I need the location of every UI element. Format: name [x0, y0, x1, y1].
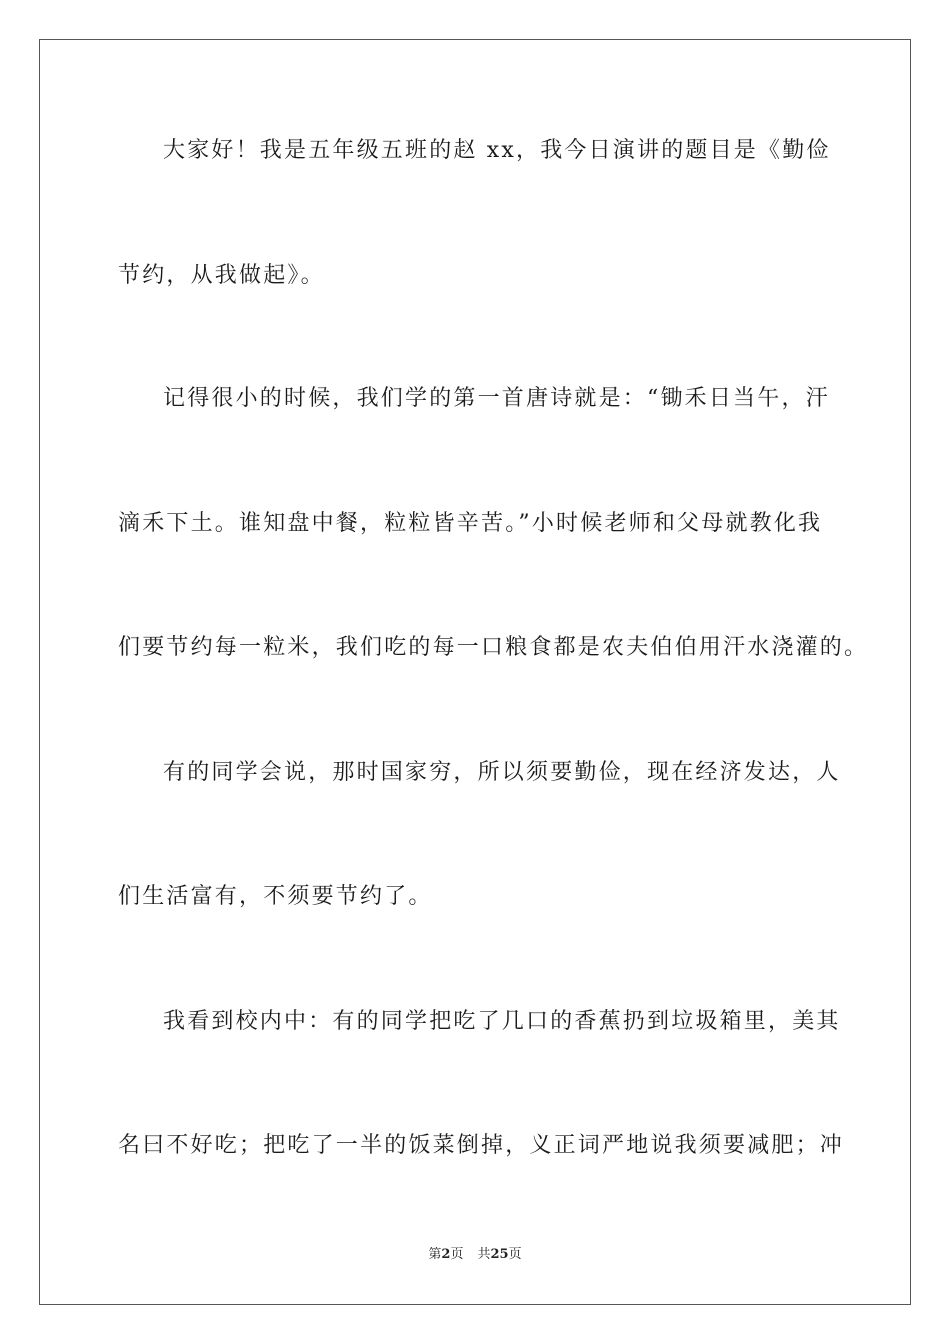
paragraph-1-line-2: 节约，从我做起》。: [118, 263, 325, 288]
paragraph-3-line-1: 有的同学会说，那时国家穷，所以须要勤俭，现在经济发达，人: [163, 760, 841, 785]
paragraph-2-line-3: 们要节约每一粒米，我们吃的每一口粮食都是农夫伯伯用汗水浇灌的。: [118, 635, 869, 660]
paragraph-3-line-2: 们生活富有，不须要节约了。: [118, 884, 433, 909]
total-prefix: 共: [477, 1247, 491, 1262]
page-prefix: 第: [428, 1247, 442, 1262]
page-footer: [0, 1247, 950, 1263]
paragraph-4-line-2: 名曰不好吃；把吃了一半的饭菜倒掉，义正词严地说我须要减肥；冲: [118, 1133, 845, 1158]
paragraph-1-line-1: 大家好！我是五年级五班的赵 xx，我今日演讲的题目是《勤俭: [163, 138, 831, 163]
paragraph-2-line-2: 滴禾下土。谁知盘中餐，粒粒皆辛苦。”小时候老师和父母就教化我: [118, 511, 823, 536]
page-frame: [39, 39, 911, 1305]
page-number: 2: [441, 1247, 451, 1262]
total-suffix: 页: [508, 1247, 522, 1262]
paragraph-2-line-1: 记得很小的时候，我们学的第一首唐诗就是：“锄禾日当午，汗: [163, 386, 830, 411]
paragraph-4-line-1: 我看到校内中：有的同学把吃了几口的香蕉扔到垃圾箱里，美其: [163, 1009, 841, 1034]
page-suffix: 页: [450, 1247, 464, 1262]
total-pages: 25: [490, 1247, 509, 1262]
